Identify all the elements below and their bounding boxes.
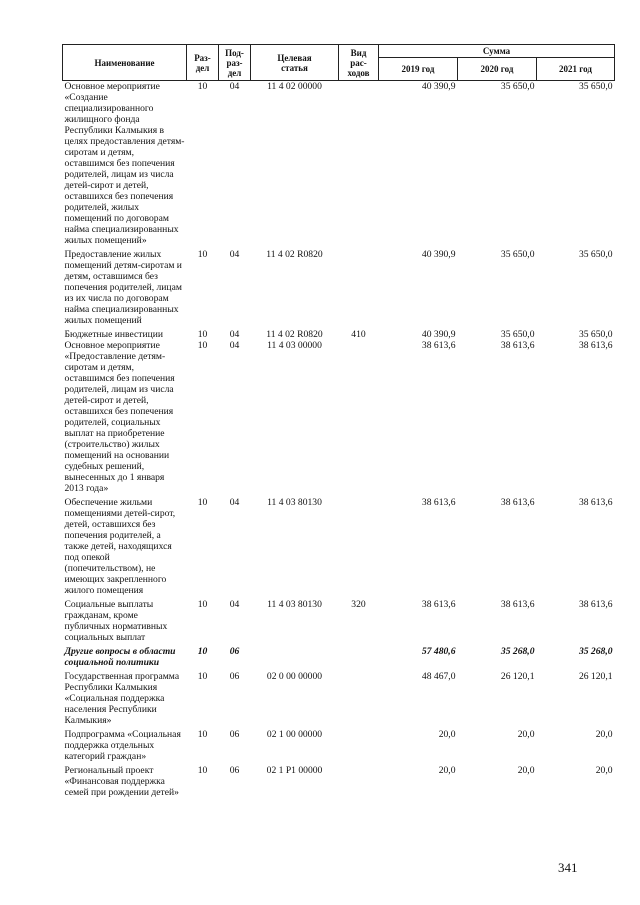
row-razdel: 10 (197, 599, 208, 610)
row-sum-2019: 20,0 (438, 729, 456, 740)
row-sum-2019: 40 390,9 (421, 81, 456, 92)
table-row (63, 643, 615, 668)
header-razdel: Раз- дел (187, 45, 219, 81)
table-row (63, 326, 615, 340)
row-vid-raskhodov (339, 340, 379, 494)
row-sum-2021: 35 650,0 (578, 249, 613, 260)
row-vid-raskhodov: 410 (351, 329, 366, 340)
row-tselevaya-statya: 02 1 P1 00000 (266, 765, 323, 776)
row-vid-raskhodov: 320 (351, 599, 366, 610)
row-sum-2021: 26 120,1 (578, 671, 613, 682)
header-vid-raskhodov: Вид рас- ходов (339, 45, 379, 81)
row-razdel: 10 (197, 497, 208, 508)
row-sum-2020: 26 120,1 (500, 671, 535, 682)
row-tselevaya-statya: 11 4 03 00000 (267, 340, 322, 351)
row-sum-2020: 38 613,6 (500, 599, 535, 610)
table-row (63, 762, 615, 798)
row-tselevaya-statya: 11 4 02 R0820 (266, 329, 323, 340)
page-number: 341 (558, 860, 578, 875)
row-razdel: 10 (197, 765, 208, 776)
row-sum-2020: 35 650,0 (500, 249, 535, 260)
table-row (63, 668, 615, 726)
row-sum-2021: 38 613,6 (578, 599, 613, 610)
row-sum-2020: 35 650,0 (500, 81, 535, 92)
row-tselevaya-statya: 11 4 02 00000 (267, 81, 322, 92)
row-sum-2020: 38 613,6 (500, 340, 535, 351)
row-sum-2019: 40 390,9 (421, 249, 456, 260)
row-razdel: 10 (197, 340, 208, 351)
row-razdel: 10 (197, 249, 208, 260)
row-razdel: 10 (197, 81, 208, 92)
row-name: Другие вопросы в области социальной политики (64, 646, 176, 668)
row-sum-2021: 20,0 (595, 765, 613, 776)
row-sum-2020: 35 650,0 (500, 329, 535, 340)
row-name: Обеспечение жильми помещениями детей-сирот, детей, оставшихся без попечения родителей, а также детей, находящихся под опекой (попечительством), не имеющих закрепленного жилого помещения (64, 497, 176, 596)
row-tselevaya-statya: 11 4 03 80130 (267, 599, 322, 610)
row-podrazdel: 06 (229, 646, 240, 657)
row-razdel: 10 (197, 729, 208, 740)
row-name: Региональный проект «Финансовая поддержка семей при рождении детей» (64, 765, 179, 798)
row-vid-raskhodov (339, 643, 379, 668)
row-razdel: 10 (197, 329, 208, 340)
header-summa: Сумма (379, 45, 615, 58)
header-year-2021: 2021 год (537, 58, 615, 81)
row-tselevaya-statya (251, 643, 339, 668)
table-row (63, 246, 615, 326)
table-body (63, 81, 615, 799)
row-sum-2020: 35 268,0 (500, 646, 535, 657)
row-name: Основное мероприятие «Создание специализированного жилищного фонда Республики Калмыкия в целях предоставления детям-сиротам и детям, оставшимся без попечения родителей, лицам из числа детей-сирот и детей, оставшихся без попечения родителей, жилых помещений по договорам найма специализированных жилых помещений» (64, 81, 185, 246)
row-sum-2019: 38 613,6 (421, 340, 456, 351)
row-vid-raskhodov (339, 81, 379, 247)
row-vid-raskhodov (339, 668, 379, 726)
header-year-2020: 2020 год (458, 58, 537, 81)
row-name: Бюджетные инвестиции (64, 329, 163, 340)
row-podrazdel: 04 (229, 340, 240, 351)
row-podrazdel: 04 (229, 329, 240, 340)
row-sum-2020: 20,0 (517, 729, 535, 740)
table-row (63, 596, 615, 643)
row-razdel: 10 (197, 646, 208, 657)
row-sum-2021: 38 613,6 (578, 497, 613, 508)
row-tselevaya-statya: 02 0 00 00000 (266, 671, 323, 682)
table-row (63, 494, 615, 596)
row-sum-2019: 20,0 (438, 765, 456, 776)
row-sum-2019: 40 390,9 (421, 329, 456, 340)
row-sum-2020: 38 613,6 (500, 497, 535, 508)
table-row (63, 726, 615, 762)
row-podrazdel: 04 (229, 497, 240, 508)
row-razdel: 10 (197, 671, 208, 682)
budget-table (62, 44, 615, 798)
table-row (63, 81, 615, 247)
row-tselevaya-statya: 02 1 00 00000 (266, 729, 323, 740)
row-tselevaya-statya: 11 4 02 R0820 (266, 249, 323, 260)
row-sum-2021: 35 650,0 (578, 81, 613, 92)
row-sum-2021: 35 268,0 (578, 646, 613, 657)
header-podrazdel: Под- раз- дел (219, 45, 251, 81)
row-podrazdel: 06 (229, 729, 240, 740)
row-vid-raskhodov (339, 494, 379, 596)
row-name: Социальные выплаты гражданам, кроме публичных нормативных социальных выплат (64, 599, 168, 643)
row-sum-2020: 20,0 (517, 765, 535, 776)
row-sum-2021: 20,0 (595, 729, 613, 740)
table-row (63, 340, 615, 494)
row-vid-raskhodov (339, 246, 379, 326)
header-name: Наименование (63, 45, 187, 81)
row-name: Государственная программа Республики Калмыкия «Социальная поддержка населения Республики Калмыкия» (64, 671, 180, 726)
header-tselevaya-statya: Целевая статья (251, 45, 339, 81)
row-podrazdel: 04 (229, 81, 240, 92)
row-sum-2019: 57 480,6 (421, 646, 456, 657)
header-year-2019: 2019 год (379, 58, 458, 81)
row-sum-2019: 38 613,6 (421, 497, 456, 508)
row-sum-2021: 38 613,6 (578, 340, 613, 351)
row-sum-2019: 48 467,0 (421, 671, 456, 682)
row-sum-2021: 35 650,0 (578, 329, 613, 340)
row-podrazdel: 06 (229, 671, 240, 682)
row-podrazdel: 06 (229, 765, 240, 776)
row-vid-raskhodov (339, 726, 379, 762)
row-podrazdel: 04 (229, 249, 240, 260)
row-tselevaya-statya: 11 4 03 80130 (267, 497, 322, 508)
row-name: Подпрограмма «Социальная поддержка отдельных категорий граждан» (64, 729, 181, 762)
row-name: Основное мероприятие «Предоставление детям-сиротам и детям, оставшимся без попечения родителей, лицам из числа детей-сирот и детей, оставшихся без попечения родителей, социальных выплат на приобретение (строительство) жилых помещений на основании судебных решений, вынесенных до 1 января 2013 года» (64, 340, 175, 494)
row-sum-2019: 38 613,6 (421, 599, 456, 610)
row-vid-raskhodov (339, 762, 379, 798)
row-podrazdel: 04 (229, 599, 240, 610)
row-name: Предоставление жилых помещений детям-сиротам и детям, оставшимся без попечения родителей, лицам из их числа по договорам найма специализированных жилых помещений (64, 249, 182, 326)
